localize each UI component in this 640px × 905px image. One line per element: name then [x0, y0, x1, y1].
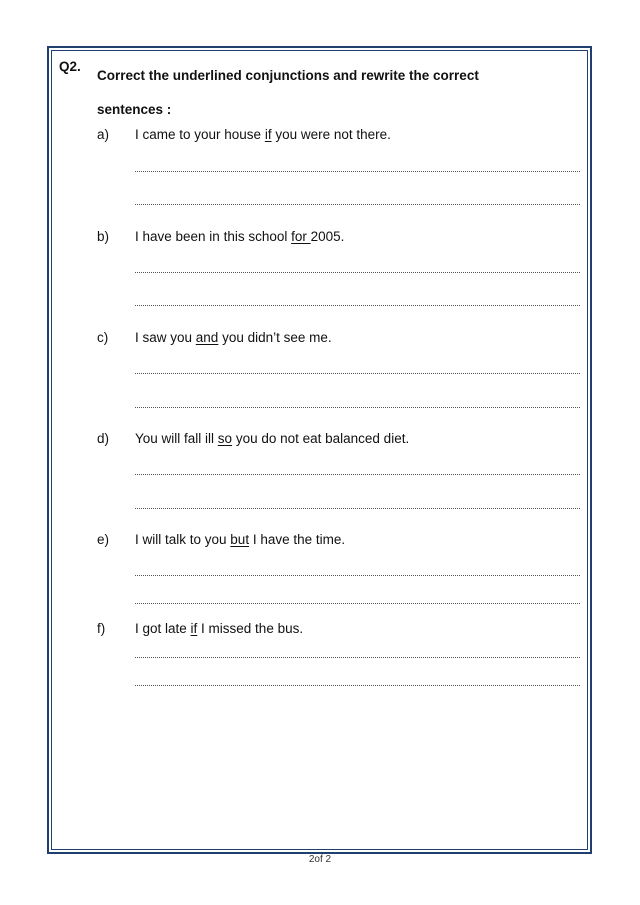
- item-c-conjunction: and: [195, 330, 219, 345]
- answer-line[interactable]: [135, 603, 580, 604]
- question-title-line-1: Correct the underlined conjunctions and rewrite the correct: [97, 68, 479, 83]
- page-border-inner: [51, 50, 588, 850]
- item-a-sentence: I came to your house if you were not there.: [135, 127, 391, 142]
- answer-line[interactable]: [135, 575, 580, 576]
- item-c-sentence: I saw you and you didn’t see me.: [135, 330, 332, 345]
- item-e-sentence: I will talk to you but I have the time.: [135, 532, 346, 547]
- answer-line[interactable]: [135, 305, 580, 306]
- answer-line[interactable]: [135, 272, 580, 273]
- item-f-conjunction: if: [190, 621, 198, 636]
- question-number: Q2.: [59, 59, 81, 74]
- question-title-line-2: sentences :: [97, 102, 172, 117]
- item-e-conjunction: but: [230, 532, 250, 547]
- answer-line[interactable]: [135, 373, 580, 374]
- item-d-label: d): [97, 431, 110, 446]
- page-number: 2of 2: [308, 854, 332, 865]
- answer-line[interactable]: [135, 171, 580, 172]
- item-d-conjunction: so: [217, 431, 233, 446]
- answer-line[interactable]: [135, 407, 580, 408]
- item-f-sentence: I got late if I missed the bus.: [135, 621, 304, 636]
- question-title: [97, 59, 567, 127]
- answer-line[interactable]: [135, 657, 580, 658]
- item-e-label: e): [97, 532, 110, 547]
- answer-line[interactable]: [135, 508, 580, 509]
- item-b-conjunction: for: [291, 229, 311, 244]
- item-b-label: b): [97, 229, 110, 244]
- answer-line[interactable]: [135, 685, 580, 686]
- item-a-conjunction: if: [264, 127, 272, 142]
- item-c-label: c): [97, 330, 109, 345]
- answer-line[interactable]: [135, 204, 580, 205]
- item-b-sentence: I have been in this school for 2005.: [135, 229, 345, 244]
- item-d-sentence: You will fall ill so you do not eat balanced diet.: [135, 431, 410, 446]
- item-a-label: a): [97, 127, 110, 142]
- answer-line[interactable]: [135, 474, 580, 475]
- item-f-label: f): [97, 621, 106, 636]
